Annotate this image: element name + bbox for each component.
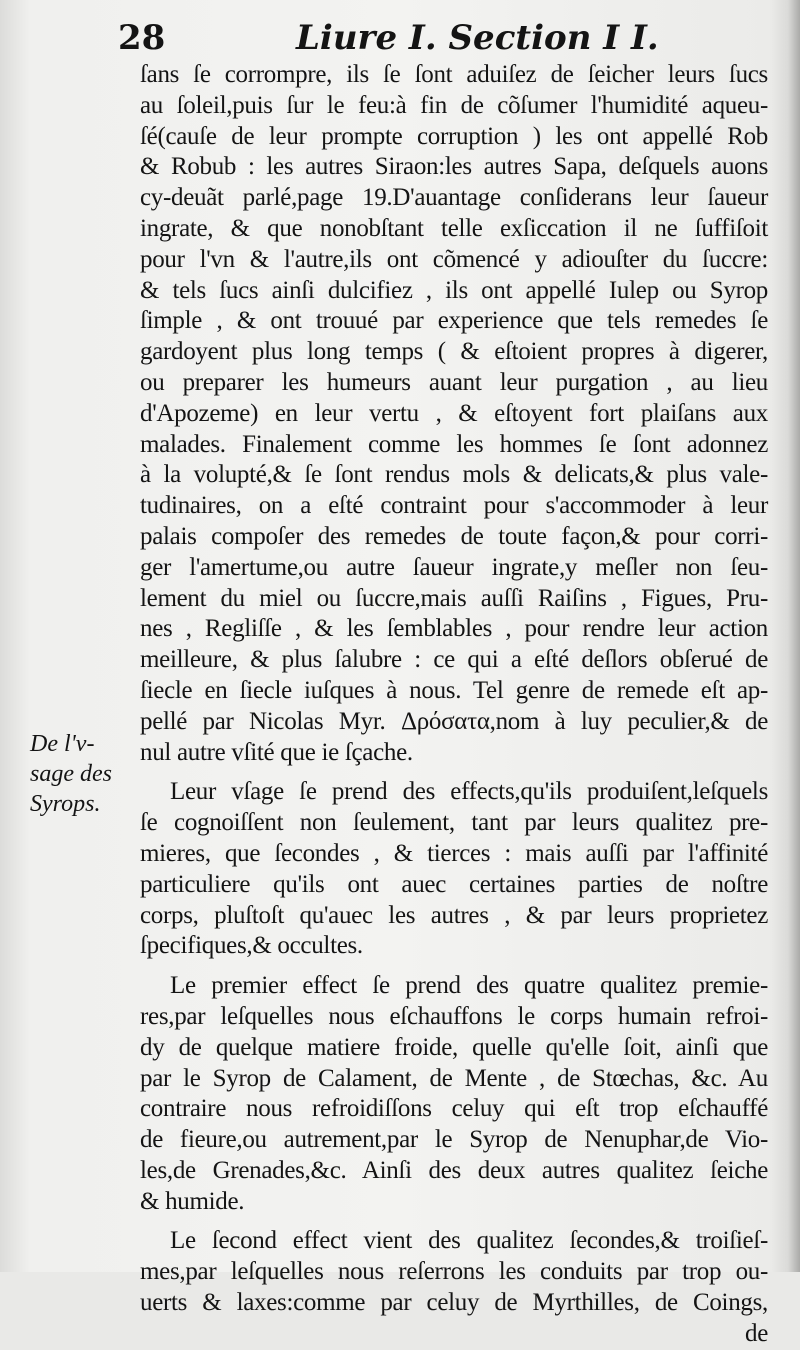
text-line: particuliere qu'ils ont auec certaines parties de noſtre bbox=[140, 870, 768, 898]
text-line: res,par leſquelles nous eſchauffons le corps humain refroi- bbox=[140, 1002, 768, 1030]
text-line: & Robub : les autres Siraon:les autres Sapa, deſquels auons bbox=[140, 153, 768, 181]
margin-note-line: De l'v- bbox=[30, 731, 95, 757]
catchword: de bbox=[745, 1319, 768, 1347]
text-line: cy-deuãt parlé,page 19.D'auantage conſiderans leur ſaueur bbox=[140, 184, 768, 212]
margin-note-line: Syrops. bbox=[30, 791, 101, 817]
text-line: nes , Regliſſe , & les ſemblables , pour rendre leur action bbox=[140, 615, 768, 643]
margin-note-line: sage des bbox=[30, 761, 112, 787]
text-line: tudinaires, on a eſté contraint pour s'accommoder à leur bbox=[140, 492, 768, 520]
text-line: malades. Finalement comme les hommes ſe ſont adonnez bbox=[140, 430, 768, 458]
text-line: Le ſecond effect vient des qualitez ſecondes,& troiſieſ- bbox=[170, 1227, 768, 1255]
body-text bbox=[140, 60, 768, 1350]
text-line: ou preparer les humeurs auant leur purgation , au lieu bbox=[140, 368, 768, 396]
text-line: dy de quelque matiere froide, quelle qu'elle ſoit, ainſi que bbox=[140, 1033, 768, 1061]
text-line: corps, pluſtoſt qu'auec les autres , & par leurs proprietez bbox=[140, 901, 768, 929]
text-line: ger l'amertume,ou autre ſaueur ingrate,y meſler non ſeu- bbox=[140, 553, 768, 581]
text-line: nul autre vſité que ie ſçache. bbox=[140, 738, 413, 766]
running-head: Liure I. Section I I. bbox=[296, 18, 659, 58]
text-line: par le Syrop de Calament, de Mente , de Stœchas, &c. Au bbox=[140, 1064, 768, 1092]
text-line: uerts & laxes:comme par celuy de Myrthilles, de Coings, bbox=[140, 1289, 768, 1317]
margin-note bbox=[30, 729, 140, 819]
text-line: pellé par Nicolas Myr. Δρόσατα,nom à luy peculier,& de bbox=[140, 707, 768, 735]
page-header bbox=[118, 14, 678, 62]
text-line: ſé(cauſe de leur prompte corruption ) les ont appellé Rob bbox=[140, 122, 768, 150]
text-line: & tels ſucs ainſi dulcifiez , ils ont appellé Iulep ou Syrop bbox=[140, 276, 768, 304]
text-line: au ſoleil,puis ſur le feu:à fin de cõſumer l'humidité aqueu- bbox=[140, 91, 768, 119]
paragraph-gap bbox=[140, 962, 768, 971]
text-line: mieres, que ſecondes , & tierces : mais auſſi par l'affinité bbox=[140, 839, 768, 867]
text-line: ſimple , & ont trouué par experience que tels remedes ſe bbox=[140, 307, 768, 335]
text-line: ſans ſe corrompre, ils ſe ſont aduiſez de ſeicher leurs ſucs bbox=[140, 61, 768, 88]
text-line: palais compoſer des remedes de toute façon,& pour corri- bbox=[140, 522, 768, 550]
text-line: & humide. bbox=[140, 1187, 245, 1215]
text-line: lement du miel ou ſuccre,mais auſſi Raiſins , Figues, Pru- bbox=[140, 584, 768, 612]
page-edge-shadow bbox=[788, 0, 800, 1272]
text-line: mes,par leſquelles nous reſerrons les conduits par trop ou- bbox=[140, 1258, 768, 1286]
text-line: Leur vſage ſe prend des effects,qu'ils produiſent,leſquels bbox=[170, 778, 768, 806]
text-line: pour l'vn & l'autre,ils ont cõmencé y adiouſter du ſuccre: bbox=[140, 245, 768, 273]
text-line: les,de Grenades,&c. Ainſi des deux autres qualitez ſeiche bbox=[140, 1156, 768, 1184]
text-line: ſe cognoiſſent non ſeulement, tant par leurs qualitez pre- bbox=[140, 809, 768, 837]
text-line: ingrate, & que nonobſtant telle exſiccation il ne ſuffiſoit bbox=[140, 214, 768, 242]
page-number: 28 bbox=[118, 18, 166, 58]
paragraph-gap bbox=[140, 1217, 768, 1226]
text-line: d'Apozeme) en leur vertu , & eſtoyent fort plaiſans aux bbox=[140, 399, 768, 427]
text-line: gardoyent plus long temps ( & eſtoient propres à digerer, bbox=[140, 338, 768, 366]
text-line: ſpecifiques,& occultes. bbox=[140, 932, 363, 960]
text-line: de fieure,ou autrement,par le Syrop de Nenuphar,de Vio- bbox=[140, 1126, 768, 1154]
text-line: contraire nous refroidiſſons celuy qui eſt trop eſchauffé bbox=[140, 1095, 768, 1123]
text-line: Le premier effect ſe prend des quatre qualitez premie- bbox=[170, 972, 768, 1000]
paragraph-gap bbox=[140, 768, 768, 777]
text-line: meilleure, & plus ſalubre : ce qui a eſté deſlors obſerué de bbox=[140, 646, 768, 674]
text-line: ſiecle en ſiecle iuſques à nous. Tel genre de remede eſt ap- bbox=[140, 676, 768, 704]
text-line: à la volupté,& ſe ſont rendus mols & delicats,& plus vale- bbox=[140, 461, 768, 489]
